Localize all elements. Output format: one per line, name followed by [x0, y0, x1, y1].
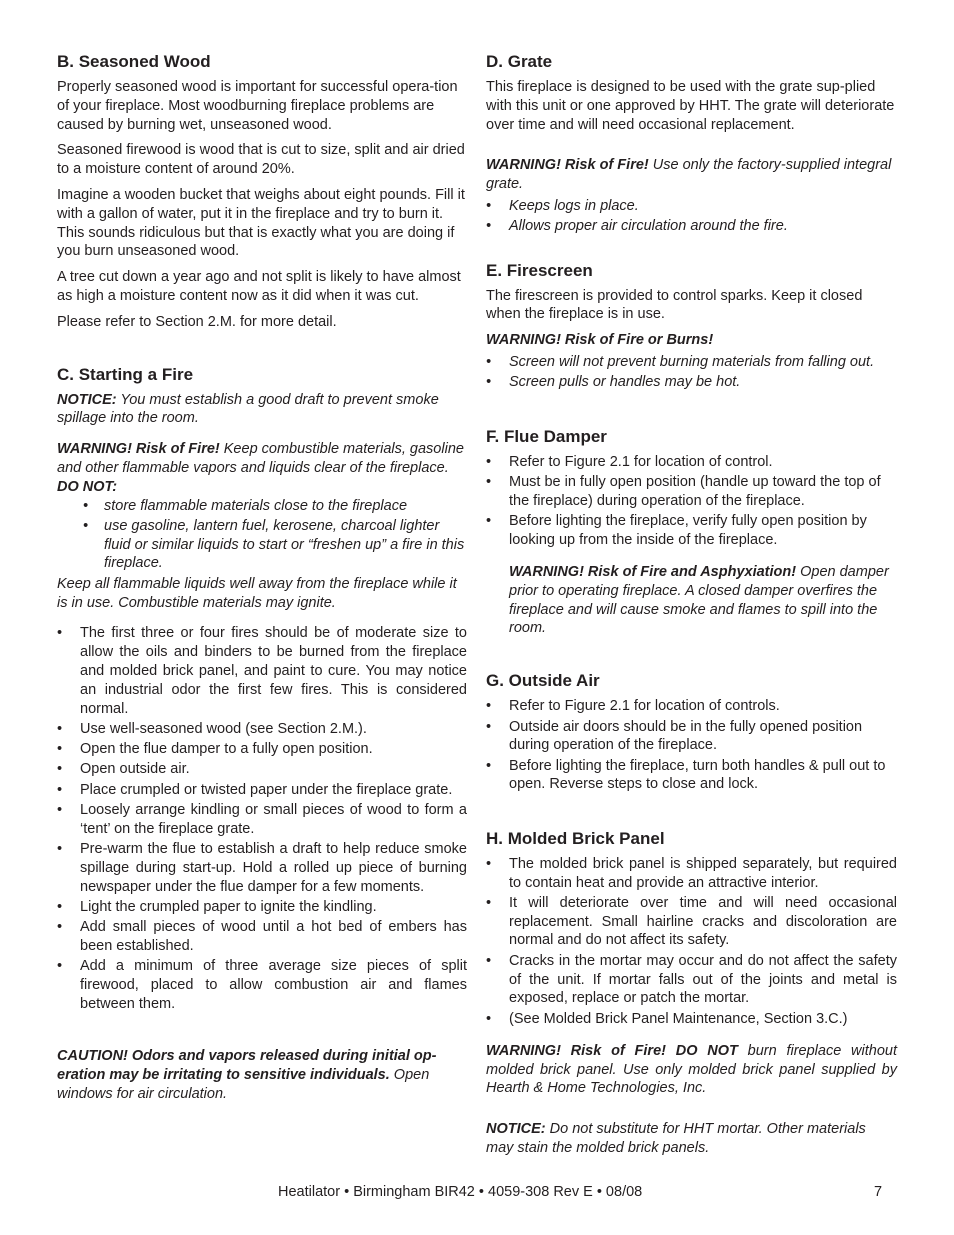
warning-text: Use only the factory-supplied integral grate.	[486, 157, 892, 193]
warning-text: burn fireplace without molded brick panel. Use only molded brick panel supplied by Hearth & Home Technologies, Inc.	[486, 1042, 897, 1097]
outside-air-list	[486, 697, 897, 794]
list-item: • Open outside air.	[57, 761, 190, 778]
list-item: • (See Molded Brick Panel Maintenance, Section 3.C.)	[486, 1010, 848, 1027]
warning-text: Keep combustible materials, gasoline and other flammable vapors and liquids clear of the fireplace.	[57, 441, 464, 476]
section-b-paragraph: Imagine a wooden bucket that weighs about eight pounds. Fill it with a gallon of water, put it in the fireplace and try to burn it. This sounds ridiculous but that is exactly what you are doing if you burn unseasoned wood.	[57, 186, 465, 260]
brick-panel-list	[486, 855, 897, 1029]
footer-text: Heatilator • Birmingham BIR42 • 4059-308 Rev E • 08/08	[278, 1184, 643, 1200]
section-g-heading: G. Outside Air	[486, 671, 600, 691]
section-b-paragraph: Seasoned firewood is wood that is cut to size, split and air dried to a moisture content of around 20%.	[57, 142, 465, 178]
list-item: • Before lighting the fireplace, verify fully open position by looking up from the inside of the fireplace.	[486, 512, 867, 548]
warning-text: Open damper prior to operating fireplace. A closed damper overfires the fireplace and will cause smoke and flames to spill into the room.	[509, 564, 889, 637]
page-number: 7	[874, 1184, 883, 1200]
left-column	[57, 51, 467, 1104]
list-item: • Outside air doors should be in the fully opened position during operation of the fireplace.	[486, 718, 863, 754]
section-e-heading: E. Firescreen	[486, 260, 593, 280]
grate-list	[486, 197, 897, 236]
notice-label: NOTICE:	[486, 1121, 546, 1138]
list-item: • Allows proper air circulation around the fire.	[486, 218, 788, 235]
list-item: • Must be in fully open position (handle up toward the top of the fireplace) during operation of the fireplace.	[486, 473, 881, 509]
warning-paragraph	[57, 440, 467, 478]
section-d-heading: D. Grate	[486, 52, 553, 71]
notice-paragraph	[57, 391, 467, 429]
notice-text: Do not substitute for HHT mortar. Other materials may stain the molded brick panels.	[486, 1121, 866, 1157]
bullet: •	[83, 517, 89, 534]
warning-paragraph	[486, 156, 897, 194]
list-item: • Refer to Figure 2.1 for location of control.	[486, 453, 773, 470]
list-item: • It will deteriorate over time and will need occasional replacement. Small hairline cracks and discoloration are normal and do not affect its safety.	[486, 894, 897, 949]
caution-paragraph	[57, 1047, 467, 1103]
starting-steps-list	[57, 624, 467, 1013]
bullet: •	[83, 497, 89, 514]
list-item: • Use well-seasoned wood (see Section 2.M.).	[57, 720, 367, 737]
caution-text: Open windows for air circulation.	[57, 1067, 430, 1102]
caution-label: CAUTION! Odors and vapors released during initial op-eration may be irritating to sensitive individuals.	[57, 1048, 437, 1084]
notice-text: You must establish a good draft to prevent smoke spillage into the room.	[57, 391, 439, 427]
warning-paragraph	[486, 1042, 897, 1098]
list-item: • Open the flue damper to a fully open position.	[57, 741, 373, 758]
firescreen-list	[486, 353, 897, 392]
section-b-paragraph: Please refer to Section 2.M. for more detail.	[57, 313, 337, 330]
section-d-paragraph: This fireplace is designed to be used with the grate sup-plied with this unit or one approved by HHT. The grate will deteriorate over time and will need occasional replacement.	[486, 79, 895, 133]
do-not-list	[57, 497, 467, 574]
list-item: • Before lighting the fireplace, turn both handles & pull out to open. Reverse steps to close and lock.	[486, 757, 886, 793]
section-b-paragraph: Properly seasoned wood is important for successful opera-tion of your fireplace. Most woodburning fireplace problems are caused by burning wet, unseasoned wood.	[57, 79, 458, 133]
list-item: • The first three or four fires should be of moderate size to allow the oils and binders to be burned from the fireplace and molded brick panel, and paint to cure. You may notice an industrial odor the first few fires. This is considered normal.	[57, 625, 467, 717]
list-item: • Refer to Figure 2.1 for location of controls.	[486, 698, 780, 715]
warning-label: WARNING! Risk of Fire!	[486, 157, 649, 174]
notice-paragraph	[486, 1120, 897, 1158]
section-b-heading: B. Seasoned Wood	[57, 52, 211, 71]
damper-list	[486, 453, 897, 550]
warning-label: WARNING! Risk of Fire! DO NOT	[486, 1042, 738, 1059]
list-item: • store flammable materials close to the fireplace	[83, 497, 408, 514]
list-item: • Add a minimum of three average size pieces of split firewood, placed to allow combustion air and flames between them.	[57, 958, 467, 1012]
list-item: • The molded brick panel is shipped separately, but required to contain heat and provide an attractive interior.	[486, 855, 897, 891]
list-item: • Screen pulls or handles may be hot.	[486, 374, 741, 391]
section-b-paragraph: A tree cut down a year ago and not split is likely to have almost as high a moisture content now as it did when it was cut.	[57, 269, 461, 304]
list-item: • Add small pieces of wood until a hot bed of embers has been established.	[57, 919, 467, 955]
section-e-paragraph: The firescreen is provided to control sparks. Keep it closed when the fireplace is in use.	[486, 287, 863, 323]
list-item: • Loosely arrange kindling or small pieces of wood to form a ‘tent’ on the fireplace grate.	[57, 802, 467, 837]
warning-paragraph	[486, 563, 897, 638]
list-item: • Keeps logs in place.	[486, 197, 639, 214]
warning-label: WARNING! Risk of Fire and Asphyxiation!	[509, 564, 797, 581]
right-column	[486, 51, 897, 1158]
notice-label: NOTICE:	[57, 391, 117, 408]
section-f-heading: F. Flue Damper	[486, 426, 607, 446]
warning-label: WARNING! Risk of Fire or Burns!	[486, 332, 714, 349]
list-item: • Screen will not prevent burning materials from falling out.	[486, 353, 875, 370]
section-h-heading: H. Molded Brick Panel	[486, 828, 665, 848]
warning-label: WARNING! Risk of Fire!	[57, 441, 220, 458]
list-item: • use gasoline, lantern fuel, kerosene, charcoal lighter fluid or similar liquids to start or “freshen up” a fire in this fireplace.	[83, 517, 465, 572]
list-item: • Place crumpled or twisted paper under the fireplace grate.	[57, 781, 453, 798]
list-item: • Pre-warm the flue to establish a draft to help reduce smoke spillage during start-up. Hold a rolled up piece of burning newspaper under the flue damper for a few moments.	[57, 841, 467, 895]
section-c-heading: C. Starting a Fire	[57, 364, 194, 384]
list-item: • Cracks in the mortar may occur and do not affect the safety of the unit. If mortar falls out of the joints and metal is exposed, replace or patch the mortar.	[486, 952, 897, 1007]
do-not-label: DO NOT:	[57, 478, 118, 495]
keep-flammables-text: Keep all flammable liquids well away from the fireplace while it is in use. Combustible materials may ignite.	[57, 575, 457, 611]
list-item: • Light the crumpled paper to ignite the kindling.	[57, 898, 377, 915]
